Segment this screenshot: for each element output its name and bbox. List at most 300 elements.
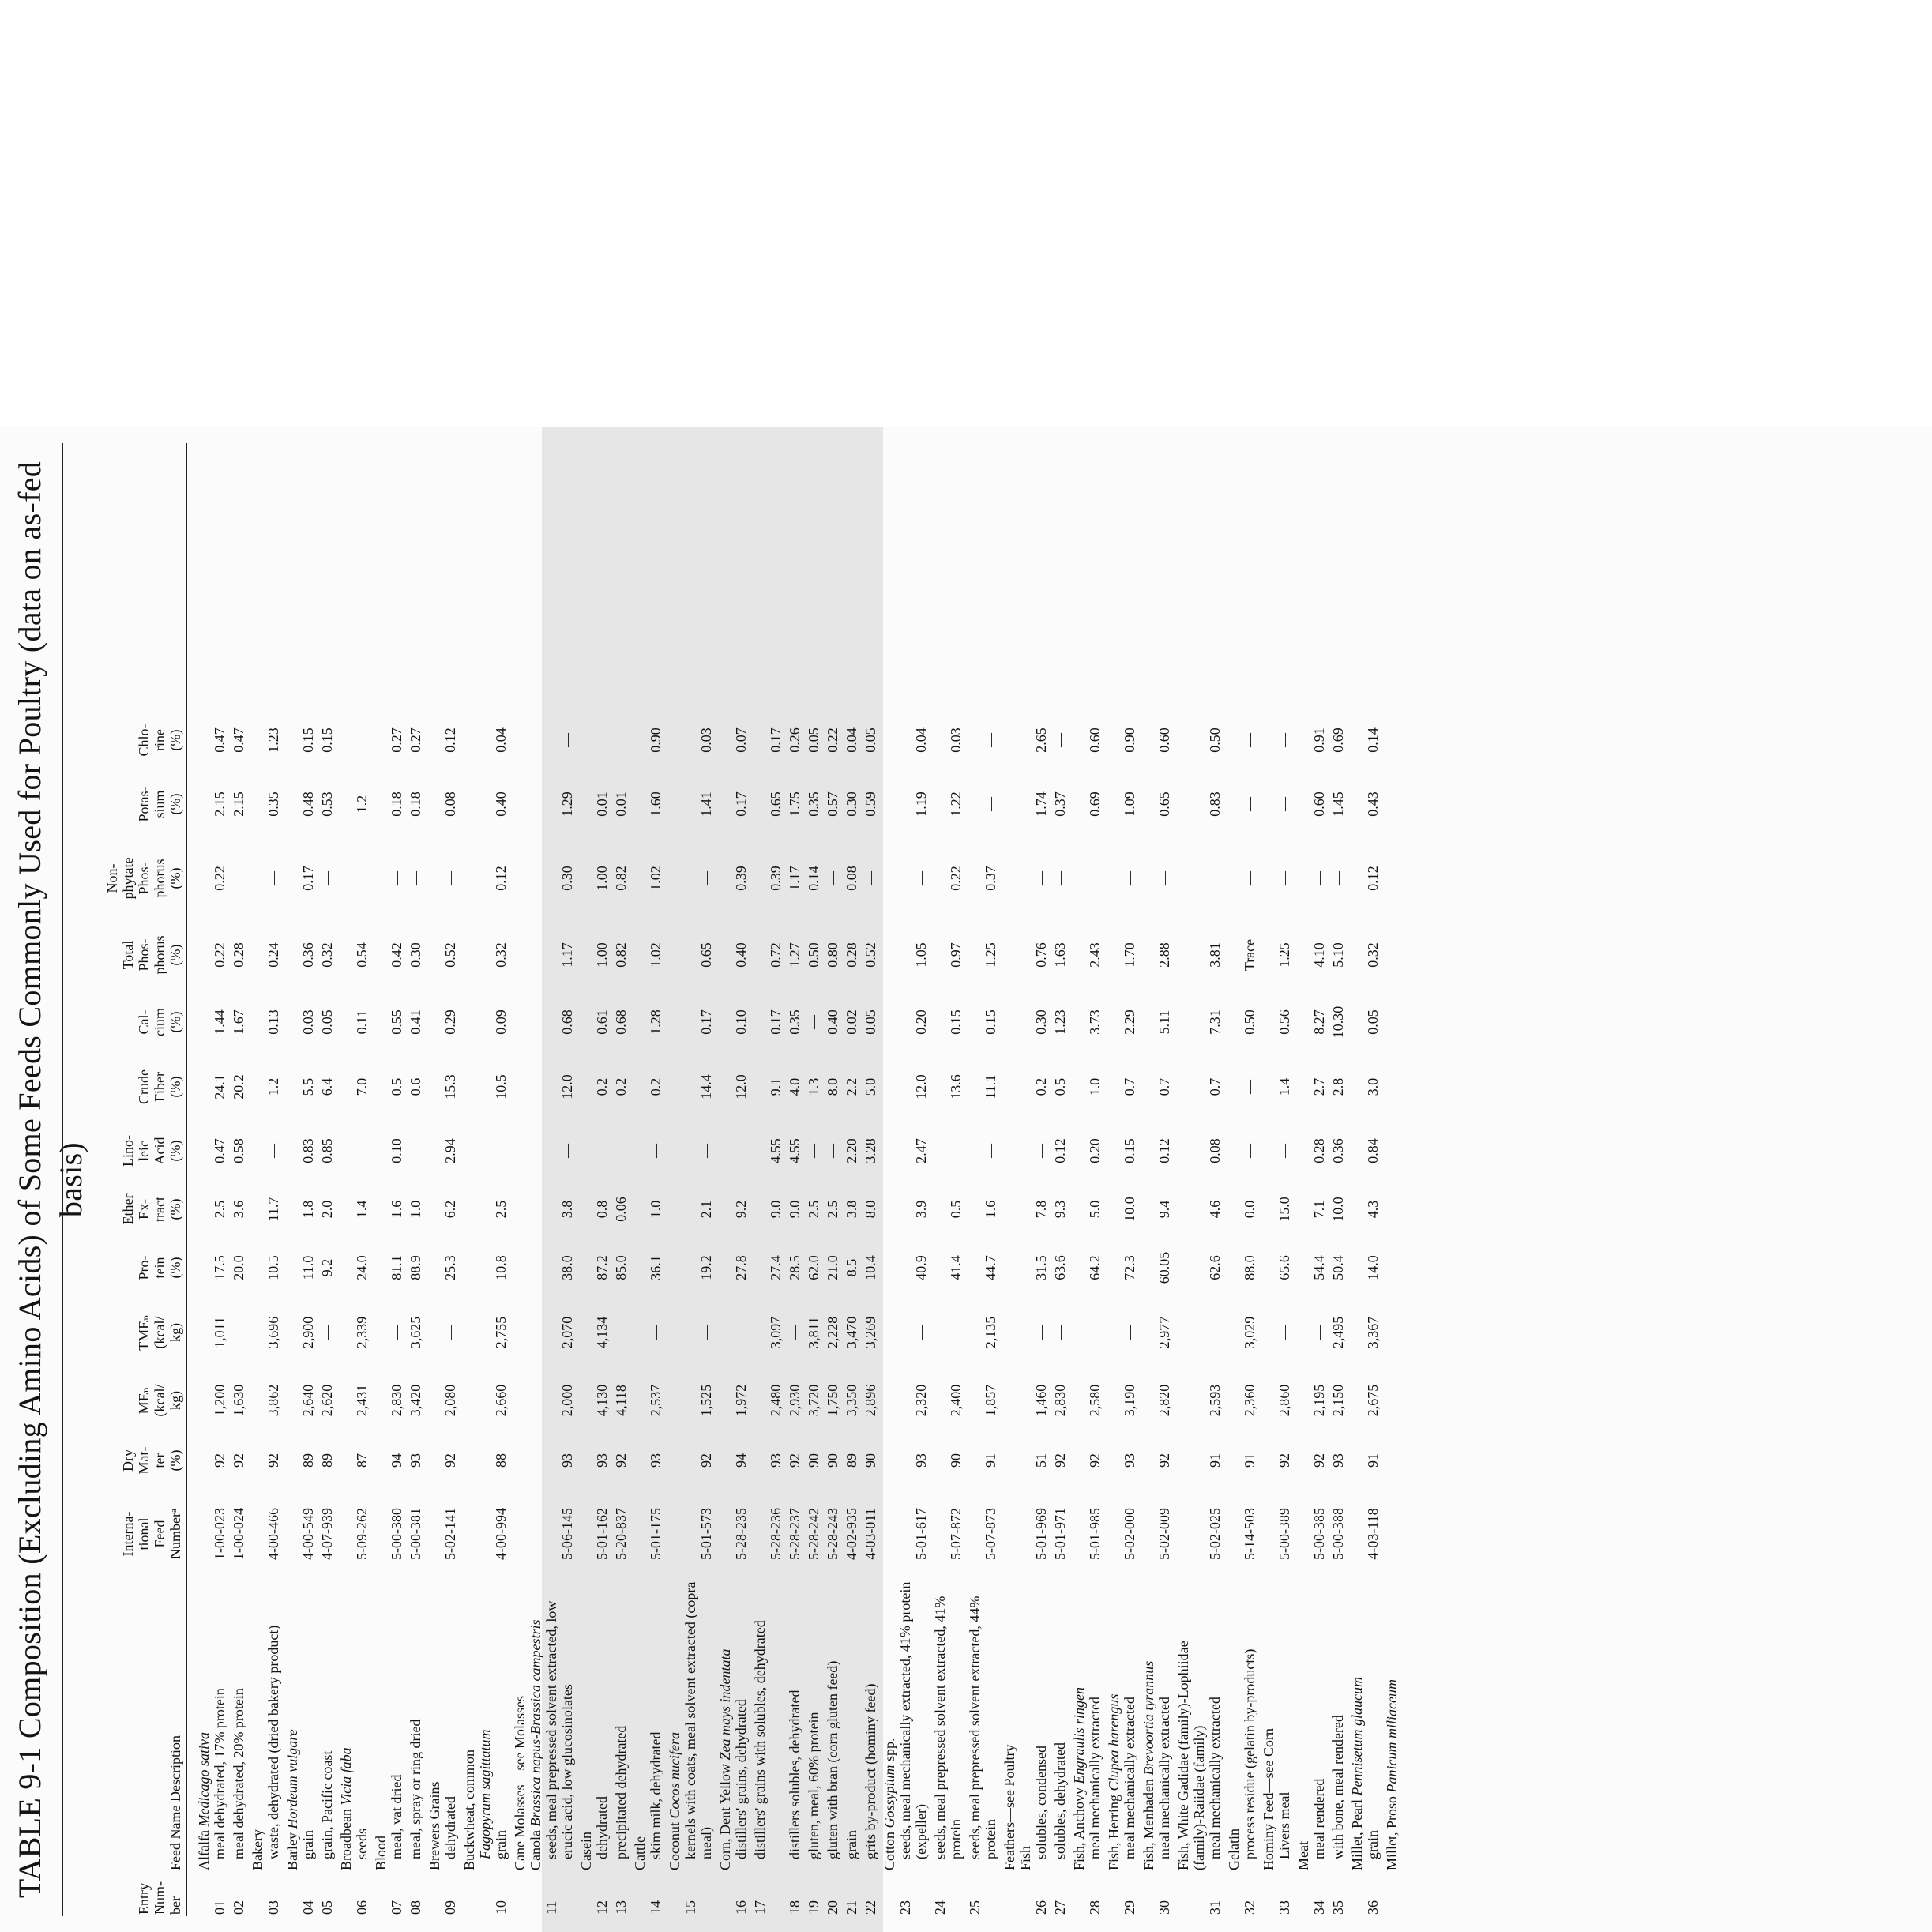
value-cell-ee: 1.0: [408, 1200, 423, 1219]
value-cell-lino: —: [559, 1144, 575, 1158]
feed-description: grits by-product (hominy feed): [863, 1683, 878, 1859]
value-cell-lino: —: [1276, 1144, 1292, 1158]
value-cell-tme: —: [733, 1325, 749, 1340]
value-cell-ee: 9.0: [768, 1200, 784, 1219]
value-cell-tp: 0.32: [319, 942, 335, 968]
feed-group-label: Hominy Feed—see Corn: [1261, 1728, 1276, 1870]
entry-number: 13: [613, 1900, 629, 1915]
value-cell-ee: 1.8: [300, 1200, 316, 1219]
value-cell-ifn: 4-02-935: [844, 1508, 859, 1560]
value-cell-tme: 2,900: [300, 1316, 316, 1349]
value-cell-fiber: 0.7: [1156, 1077, 1172, 1096]
value-cell-ee: 1.4: [354, 1200, 370, 1219]
value-cell-npp: 0.39: [733, 866, 749, 891]
value-cell-tme: 3,097: [768, 1316, 784, 1349]
value-cell-ca: 2.29: [1122, 1009, 1137, 1035]
value-cell-cl: 0.69: [1330, 727, 1346, 753]
entry-number: 33: [1276, 1900, 1292, 1915]
entry-number: 03: [265, 1900, 281, 1915]
entry-number: 07: [389, 1900, 404, 1915]
value-cell-ee: 2.0: [319, 1200, 335, 1219]
value-cell-cl: 0.90: [1122, 727, 1137, 753]
value-cell-ca: 0.56: [1276, 1009, 1292, 1035]
value-cell-ifn: 5-02-025: [1207, 1508, 1223, 1560]
value-cell-ee: 7.1: [1311, 1200, 1327, 1219]
column-header: Lino- leic Acid (%): [120, 1135, 183, 1167]
value-cell-protein: 27.8: [733, 1255, 749, 1280]
feed-description: seeds: [354, 1829, 370, 1859]
value-cell-ca: 3.73: [1087, 1009, 1103, 1035]
value-cell-me: 3,420: [408, 1384, 423, 1417]
value-cell-protein: 25.3: [442, 1255, 458, 1280]
value-cell-fiber: 15.3: [442, 1074, 458, 1099]
value-cell-lino: 2.94: [442, 1138, 458, 1163]
value-cell-protein: 19.2: [698, 1255, 714, 1280]
value-cell-dm: 90: [825, 1453, 840, 1468]
value-cell-tp: 0.22: [212, 942, 227, 968]
value-cell-npp: —: [1156, 871, 1172, 885]
value-cell-protein: 20.0: [231, 1255, 246, 1280]
value-cell-tp: Trace: [1242, 938, 1257, 972]
value-cell-cl: 0.50: [1207, 727, 1223, 753]
column-header: Feed Name Description: [167, 1735, 183, 1870]
value-cell-me: 2,150: [1330, 1384, 1346, 1417]
value-cell-dm: 93: [408, 1453, 423, 1468]
value-cell-npp: —: [265, 871, 281, 885]
feed-description: meal mechanically extracted: [1207, 1697, 1223, 1859]
value-cell-tp: 0.54: [354, 942, 370, 968]
value-cell-cl: 0.04: [493, 727, 509, 753]
value-cell-me: 2,593: [1207, 1384, 1223, 1417]
value-cell-ca: 0.17: [698, 1009, 714, 1035]
value-cell-tme: —: [1033, 1325, 1049, 1340]
value-cell-ee: 9.0: [787, 1200, 802, 1219]
value-cell-cl: —: [983, 733, 998, 747]
value-cell-npp: —: [1052, 871, 1068, 885]
value-cell-tme: —: [1087, 1325, 1103, 1340]
value-cell-fiber: 2.2: [844, 1077, 859, 1096]
feed-group-label: Fish, White Gadidae (family)-Lophiidae (family)-Raiidae (family): [1175, 1641, 1207, 1870]
value-cell-cl: 0.03: [698, 727, 714, 753]
value-cell-dm: 91: [1207, 1453, 1223, 1468]
entry-number: 11: [543, 1900, 559, 1915]
value-cell-ca: 0.61: [594, 1009, 610, 1035]
value-cell-fiber: 9.1: [768, 1077, 784, 1096]
value-cell-npp: —: [1330, 871, 1346, 885]
value-cell-tme: 3,470: [844, 1316, 859, 1349]
value-cell-k: 0.59: [863, 791, 878, 817]
feed-description: dehydrated: [442, 1796, 458, 1859]
value-cell-ca: 7.31: [1207, 1009, 1223, 1035]
value-cell-tme: —: [389, 1325, 404, 1340]
value-cell-tp: 1.70: [1122, 942, 1137, 968]
value-cell-protein: 88.9: [408, 1255, 423, 1280]
feed-description: distillers solubles, dehydrated: [787, 1690, 802, 1859]
column-header: Cal- cium (%): [136, 1008, 183, 1036]
value-cell-k: 1.75: [787, 791, 802, 817]
value-cell-k: 0.69: [1087, 791, 1103, 817]
entry-number: 18: [787, 1900, 802, 1915]
value-cell-me: 1,525: [698, 1384, 714, 1417]
value-cell-cl: 0.07: [733, 727, 749, 753]
value-cell-tme: —: [613, 1325, 629, 1340]
value-cell-cl: 0.91: [1311, 727, 1327, 753]
value-cell-ifn: 5-09-262: [354, 1508, 370, 1560]
value-cell-ee: 2.1: [698, 1200, 714, 1219]
value-cell-k: 0.17: [733, 791, 749, 817]
value-cell-tp: 0.52: [863, 942, 878, 968]
value-cell-ifn: 5-07-873: [983, 1508, 998, 1560]
value-cell-protein: 87.2: [594, 1255, 610, 1280]
value-cell-dm: 90: [948, 1453, 964, 1468]
value-cell-npp: 1.02: [648, 866, 663, 891]
value-cell-tme: —: [913, 1325, 929, 1340]
value-cell-dm: 93: [594, 1453, 610, 1468]
entry-number: 27: [1052, 1900, 1068, 1915]
value-cell-ifn: 5-01-971: [1052, 1508, 1068, 1560]
feed-group-label: Broadbean Vicia faba: [338, 1747, 354, 1870]
value-cell-npp: —: [442, 871, 458, 885]
value-cell-k: 1.29: [559, 791, 575, 817]
value-cell-ifn: 4-07-939: [319, 1508, 335, 1560]
value-cell-tp: 1.25: [1276, 942, 1292, 968]
value-cell-protein: 54.4: [1311, 1255, 1327, 1280]
value-cell-cl: 0.12: [442, 727, 458, 753]
value-cell-lino: —: [354, 1144, 370, 1158]
value-cell-ca: 0.10: [733, 1009, 749, 1035]
value-cell-k: —: [1242, 797, 1257, 811]
value-cell-me: 2,930: [787, 1384, 802, 1417]
value-cell-tp: 1.00: [594, 942, 610, 968]
value-cell-protein: 38.0: [559, 1255, 575, 1280]
value-cell-cl: —: [1052, 733, 1068, 747]
value-cell-npp: —: [863, 871, 878, 885]
value-cell-fiber: 0.2: [648, 1077, 663, 1096]
value-cell-lino: 2.47: [913, 1138, 929, 1163]
value-cell-cl: —: [613, 733, 629, 747]
value-cell-me: 4,130: [594, 1384, 610, 1417]
value-cell-dm: 92: [787, 1453, 802, 1468]
feed-description: solubles, dehydrated: [1052, 1742, 1068, 1859]
value-cell-dm: 93: [913, 1453, 929, 1468]
value-cell-cl: 0.05: [806, 727, 821, 753]
feed-group-label: Bakery: [250, 1829, 265, 1870]
value-cell-me: 2,640: [300, 1384, 316, 1417]
value-cell-tme: 2,755: [493, 1316, 509, 1349]
scientific-name: Cocos nucifera: [667, 1732, 682, 1819]
value-cell-protein: 24.0: [354, 1255, 370, 1280]
value-cell-tp: 0.32: [1365, 942, 1381, 968]
feed-group-label: Coconut Cocos nucifera: [667, 1732, 682, 1870]
value-cell-dm: 87: [354, 1453, 370, 1468]
value-cell-protein: 11.0: [300, 1255, 316, 1280]
feed-description: process residue (gelatin by-products): [1242, 1648, 1257, 1859]
value-cell-tp: 0.42: [389, 942, 404, 968]
value-cell-npp: 0.12: [493, 866, 509, 891]
feed-description: meal dehydrated, 17% protein: [212, 1688, 227, 1859]
value-cell-ee: 3.8: [844, 1200, 859, 1219]
value-cell-protein: 36.1: [648, 1255, 663, 1280]
value-cell-k: 0.65: [1156, 791, 1172, 817]
entry-number: 06: [354, 1900, 370, 1915]
value-cell-me: 2,830: [1052, 1384, 1068, 1417]
value-cell-tme: —: [648, 1325, 663, 1340]
top-rule: [62, 443, 63, 1916]
value-cell-ca: 0.40: [825, 1009, 840, 1035]
value-cell-tme: 2,977: [1156, 1316, 1172, 1349]
value-cell-ca: 1.67: [231, 1009, 246, 1035]
value-cell-dm: 91: [1365, 1453, 1381, 1468]
value-cell-me: 2,580: [1087, 1384, 1103, 1417]
value-cell-dm: 94: [389, 1453, 404, 1468]
value-cell-tme: —: [1276, 1325, 1292, 1340]
value-cell-me: 3,862: [265, 1384, 281, 1417]
value-cell-ca: 0.13: [265, 1009, 281, 1035]
value-cell-me: 2,360: [1242, 1384, 1257, 1417]
value-cell-dm: 94: [733, 1453, 749, 1468]
scientific-name: Brevoortia tyrannus: [1141, 1660, 1156, 1776]
feed-description: kernels with coats, meal solvent extracted (copra meal): [682, 1581, 714, 1859]
entry-number: 32: [1242, 1900, 1257, 1915]
value-cell-tp: 1.25: [983, 942, 998, 968]
value-cell-protein: 41.4: [948, 1255, 964, 1280]
value-cell-tp: 0.28: [231, 942, 246, 968]
value-cell-ifn: 5-00-380: [389, 1508, 404, 1560]
value-cell-dm: 92: [265, 1453, 281, 1468]
value-cell-me: 2,675: [1365, 1384, 1381, 1417]
value-cell-fiber: 7.0: [354, 1077, 370, 1096]
value-cell-tp: 1.63: [1052, 942, 1068, 968]
value-cell-npp: —: [825, 871, 840, 885]
feed-group-label: Cane Molasses—see Molasses: [512, 1696, 528, 1870]
value-cell-me: 4,118: [613, 1385, 629, 1416]
entry-number: 25: [967, 1900, 983, 1915]
value-cell-lino: 4.55: [787, 1138, 802, 1163]
value-cell-k: 1.74: [1033, 791, 1049, 817]
feed-description: meal mechanically extracted: [1156, 1697, 1172, 1859]
value-cell-ee: 10.0: [1330, 1197, 1346, 1222]
value-cell-tp: 0.80: [825, 942, 840, 968]
value-cell-k: 1.19: [913, 791, 929, 817]
value-cell-fiber: —: [1242, 1080, 1257, 1094]
value-cell-lino: 0.12: [1156, 1138, 1172, 1163]
value-cell-ca: 10.30: [1330, 1005, 1346, 1039]
value-cell-ca: 0.68: [613, 1009, 629, 1035]
value-cell-ca: 1.44: [212, 1009, 227, 1035]
column-header: Non- phytate Phos- phorus (%): [104, 857, 183, 900]
value-cell-fiber: 0.6: [408, 1077, 423, 1096]
value-cell-lino: —: [806, 1144, 821, 1158]
value-cell-tme: —: [319, 1325, 335, 1340]
value-cell-dm: 90: [806, 1453, 821, 1468]
value-cell-cl: 0.26: [787, 727, 802, 753]
entry-number: 22: [863, 1900, 878, 1915]
value-cell-protein: 28.5: [787, 1255, 802, 1280]
value-cell-ee: 10.0: [1122, 1197, 1137, 1222]
value-cell-ee: 0.8: [594, 1200, 610, 1219]
entry-number: 29: [1122, 1900, 1137, 1915]
value-cell-npp: 0.08: [844, 866, 859, 891]
value-cell-dm: 92: [1156, 1453, 1172, 1468]
value-cell-protein: 62.6: [1207, 1255, 1223, 1280]
value-cell-dm: 91: [983, 1453, 998, 1468]
value-cell-fiber: 14.4: [698, 1074, 714, 1099]
value-cell-me: 2,080: [442, 1384, 458, 1417]
value-cell-fiber: 0.2: [594, 1077, 610, 1096]
value-cell-cl: 0.22: [825, 727, 840, 753]
value-cell-k: 0.01: [594, 791, 610, 817]
value-cell-ifn: 1-00-024: [231, 1508, 246, 1560]
feed-description: grain: [844, 1830, 859, 1859]
value-cell-me: 3,720: [806, 1384, 821, 1417]
value-cell-ifn: 5-06-145: [559, 1508, 575, 1560]
value-cell-tme: —: [1207, 1325, 1223, 1340]
value-cell-dm: 92: [442, 1453, 458, 1468]
value-cell-protein: 10.8: [493, 1255, 509, 1280]
value-cell-ifn: 5-28-243: [825, 1508, 840, 1560]
value-cell-k: 0.65: [768, 791, 784, 817]
feed-description: distillers' grains, dehydrated: [733, 1699, 749, 1859]
value-cell-lino: 0.15: [1122, 1138, 1137, 1163]
value-cell-cl: 0.03: [948, 727, 964, 753]
feed-group-label: Millet, Proso Panicum miliaceum: [1384, 1679, 1400, 1870]
value-cell-ca: 0.20: [913, 1009, 929, 1035]
value-cell-ca: —: [806, 1015, 821, 1029]
feed-group-label: Fish, Anchovy Engraulis ringen: [1071, 1686, 1087, 1870]
value-cell-fiber: 10.5: [493, 1074, 509, 1099]
value-cell-me: 2,860: [1276, 1384, 1292, 1417]
value-cell-tp: 4.10: [1311, 942, 1327, 968]
feed-description: skim milk, dehydrated: [648, 1731, 663, 1859]
value-cell-ca: 0.68: [559, 1009, 575, 1035]
value-cell-me: 2,400: [948, 1384, 964, 1417]
value-cell-fiber: 1.3: [806, 1077, 821, 1096]
value-cell-tme: —: [787, 1325, 802, 1340]
feed-description: grain: [493, 1830, 509, 1859]
value-cell-npp: 0.37: [983, 866, 998, 891]
value-cell-protein: 50.4: [1330, 1255, 1346, 1280]
scientific-name: Brassica napus-Brassica campestris: [528, 1619, 543, 1827]
value-cell-npp: —: [408, 871, 423, 885]
value-cell-ee: 8.0: [863, 1200, 878, 1219]
value-cell-k: 1.45: [1330, 791, 1346, 817]
value-cell-npp: 0.22: [212, 866, 227, 891]
value-cell-fiber: 2.7: [1311, 1077, 1327, 1096]
feed-group-label: Meat: [1295, 1841, 1311, 1870]
value-cell-ifn: 5-01-617: [913, 1508, 929, 1560]
feed-description: waste, dehydrated (dried bakery product): [265, 1625, 281, 1859]
value-cell-ee: 0.5: [948, 1200, 964, 1219]
value-cell-ifn: 5-01-969: [1033, 1508, 1049, 1560]
value-cell-tp: 0.40: [733, 942, 749, 968]
value-cell-npp: —: [1242, 871, 1257, 885]
feed-description: grain, Pacific coast: [319, 1750, 335, 1859]
feed-description: gluten, meal, 60% protein: [806, 1712, 821, 1859]
feed-description: with bone, meal rendered: [1330, 1715, 1346, 1859]
value-cell-cl: 0.60: [1156, 727, 1172, 753]
value-cell-dm: 92: [212, 1453, 227, 1468]
value-cell-ee: 15.0: [1276, 1197, 1292, 1222]
value-cell-tp: 1.02: [648, 942, 663, 968]
value-cell-protein: 14.0: [1365, 1255, 1381, 1280]
value-cell-fiber: 5.0: [863, 1077, 878, 1096]
value-cell-me: 1,200: [212, 1384, 227, 1417]
value-cell-ifn: 5-07-872: [948, 1508, 964, 1560]
value-cell-ca: 0.41: [408, 1009, 423, 1035]
feed-group-label: Casein: [578, 1832, 594, 1870]
value-cell-ca: 0.05: [319, 1009, 335, 1035]
value-cell-ifn: 5-20-837: [613, 1508, 629, 1560]
value-cell-fiber: 12.0: [559, 1074, 575, 1099]
feed-group-label: [477, 1586, 493, 1859]
value-cell-ca: 0.11: [354, 1009, 370, 1035]
value-cell-me: 2,195: [1311, 1384, 1327, 1417]
scientific-name: Vicia faba: [338, 1747, 354, 1806]
value-cell-ee: 5.0: [1087, 1200, 1103, 1219]
scientific-name: Pennisetum glaucum: [1349, 1677, 1365, 1796]
entry-number: 19: [806, 1900, 821, 1915]
value-cell-dm: 90: [863, 1453, 878, 1468]
entry-number: 21: [844, 1900, 859, 1915]
value-cell-dm: 93: [648, 1453, 663, 1468]
column-header: Chlo- rine (%): [136, 724, 183, 757]
value-cell-cl: 0.90: [648, 727, 663, 753]
feed-description: meal dehydrated, 20% protein: [231, 1688, 246, 1859]
value-cell-tme: —: [698, 1325, 714, 1340]
value-cell-dm: 89: [300, 1453, 316, 1468]
value-cell-ca: 0.17: [768, 1009, 784, 1035]
value-cell-ifn: 4-03-011: [863, 1508, 878, 1560]
value-cell-cl: 0.27: [389, 727, 404, 753]
entry-number: 02: [231, 1900, 246, 1915]
value-cell-k: 0.37: [1052, 791, 1068, 817]
value-cell-ee: 4.3: [1365, 1200, 1381, 1219]
value-cell-k: 0.40: [493, 791, 509, 817]
value-cell-lino: —: [698, 1144, 714, 1158]
feed-description: seeds, meal prepressed solvent extracted, 41% protein: [932, 1596, 964, 1859]
value-cell-me: 2,537: [648, 1384, 663, 1417]
value-cell-ifn: 4-00-549: [300, 1508, 316, 1560]
value-cell-dm: 92: [231, 1453, 246, 1468]
value-cell-tp: 0.76: [1033, 942, 1049, 968]
value-cell-tp: 0.32: [493, 942, 509, 968]
value-cell-lino: 0.10: [389, 1138, 404, 1163]
value-cell-ifn: 5-00-389: [1276, 1508, 1292, 1560]
value-cell-protein: 9.2: [319, 1258, 335, 1277]
value-cell-ca: 1.23: [1052, 1009, 1068, 1035]
value-cell-ee: 3.8: [559, 1200, 575, 1219]
value-cell-k: 0.30: [844, 791, 859, 817]
value-cell-tme: 3,269: [863, 1316, 878, 1349]
value-cell-fiber: 6.4: [319, 1077, 335, 1096]
feed-description: seeds, meal prepressed solvent extracted, 44% protein: [967, 1596, 998, 1859]
rotated-page: [0, 427, 1932, 1932]
value-cell-k: 1.60: [648, 791, 663, 817]
value-cell-dm: 91: [1242, 1453, 1257, 1468]
value-cell-ee: 1.6: [389, 1200, 404, 1219]
value-cell-dm: 92: [1087, 1453, 1103, 1468]
value-cell-dm: 51: [1033, 1453, 1049, 1468]
value-cell-ifn: 4-00-994: [493, 1508, 509, 1560]
value-cell-tp: 0.36: [300, 942, 316, 968]
column-header: Ether Ex- tract (%): [120, 1193, 183, 1225]
value-cell-dm: 92: [1276, 1453, 1292, 1468]
value-cell-fiber: 13.6: [948, 1074, 964, 1099]
value-cell-fiber: 24.1: [212, 1074, 227, 1099]
value-cell-protein: 21.0: [825, 1255, 840, 1280]
value-cell-tme: —: [1052, 1325, 1068, 1340]
column-header: Interna- tional Feed Numberᵃ: [120, 1509, 183, 1559]
